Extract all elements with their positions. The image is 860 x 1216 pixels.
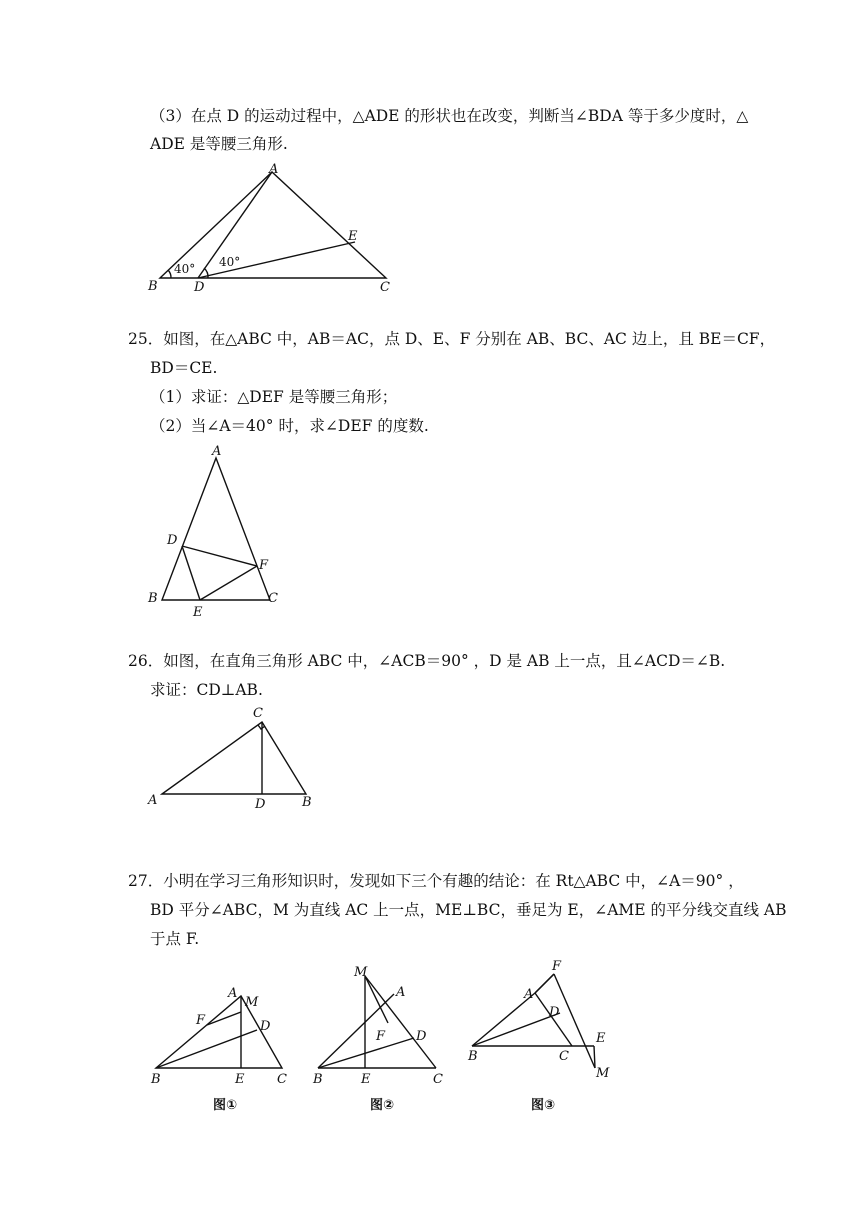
q25-line2: BD＝CE. xyxy=(150,359,218,377)
fig3-label-e: E xyxy=(596,1031,606,1046)
q26-figure xyxy=(140,702,340,817)
fig2-label-b: B xyxy=(313,1072,323,1087)
fig3-label-m: M xyxy=(596,1066,610,1081)
fig3-label-d: D xyxy=(549,1005,560,1020)
fig2-label-c: C xyxy=(433,1072,443,1087)
q24-figure xyxy=(140,160,410,300)
q26-label-b: B xyxy=(302,795,312,810)
fig1-label-b: B xyxy=(151,1072,161,1087)
fig3-caption: 图③ xyxy=(531,1098,556,1113)
fig1-label-c: C xyxy=(277,1072,287,1087)
fig1-label-e: E xyxy=(235,1072,245,1087)
q27-line1: 27．小明在学习三角形知识时，发现如下三个有趣的结论：在 Rt△ABC 中，∠A＝90° ， xyxy=(128,872,744,890)
q27-line3: 于点 F. xyxy=(150,930,200,948)
q27-figure-3 xyxy=(462,956,622,1086)
q26-line1: 26．如图，在直角三角形 ABC 中，∠ACB＝90° ，D 是 AB 上一点，且∠ACD＝∠B. xyxy=(128,652,726,670)
q25-label-c: C xyxy=(268,591,278,606)
q27-line2: BD 平分∠ABC，M 为直线 AC 上一点，ME⊥BC，垂足为 E，∠AME 的平分线交直线 AB xyxy=(150,901,787,919)
fig2-caption: 图② xyxy=(370,1098,395,1113)
q24-label-a: A xyxy=(269,162,279,177)
q24-label-d: D xyxy=(194,280,205,295)
fig1-label-a: A xyxy=(228,986,238,1001)
fig2-label-d: D xyxy=(416,1029,427,1044)
q24-label-c: C xyxy=(380,280,390,295)
q25-part1: （1）求证：△DEF 是等腰三角形； xyxy=(150,388,398,406)
q26-line2: 求证：CD⊥AB. xyxy=(150,681,263,699)
fig2-label-a: A xyxy=(396,985,406,1000)
q25-part2: （2）当∠A＝40° 时，求∠DEF 的度数. xyxy=(150,417,429,435)
q24-part3-line2: ADE 是等腰三角形. xyxy=(150,135,288,153)
q26-label-d: D xyxy=(255,797,266,812)
fig1-label-f: F xyxy=(196,1013,206,1028)
fig1-label-m: M xyxy=(245,995,259,1010)
q26-label-a: A xyxy=(148,793,158,808)
q25-figure xyxy=(140,440,300,620)
fig3-label-a: A xyxy=(524,987,534,1002)
q24-angle-b: 40° xyxy=(174,262,196,276)
q25-label-d: D xyxy=(167,533,178,548)
q25-label-f: F xyxy=(259,558,269,573)
q26-label-c: C xyxy=(253,706,263,721)
fig2-label-e: E xyxy=(361,1072,371,1087)
q25-label-a: A xyxy=(212,444,222,459)
q27-figure-1 xyxy=(140,982,300,1087)
q24-label-b: B xyxy=(148,279,158,294)
q24-part3-line1: （3）在点 D 的运动过程中，△ADE 的形状也在改变，判断当∠BDA 等于多少度时，△ xyxy=(150,107,749,125)
fig1-label-d: D xyxy=(260,1019,271,1034)
fig1-caption: 图① xyxy=(213,1098,238,1113)
q24-angle-d: 40° xyxy=(219,255,241,269)
fig3-label-f: F xyxy=(552,959,562,974)
q25-line1: 25．如图，在△ABC 中，AB＝AC，点 D、E、F 分别在 AB、BC、AC 边上，且 BE＝CF， xyxy=(128,330,776,348)
fig2-label-m: M xyxy=(354,965,368,980)
q25-label-e: E xyxy=(193,605,203,620)
fig3-label-b: B xyxy=(468,1049,478,1064)
q27-figure-2 xyxy=(308,958,458,1088)
fig3-label-c: C xyxy=(559,1049,569,1064)
q25-label-b: B xyxy=(148,591,158,606)
q24-label-e: E xyxy=(348,229,358,244)
fig2-label-f: F xyxy=(376,1029,386,1044)
